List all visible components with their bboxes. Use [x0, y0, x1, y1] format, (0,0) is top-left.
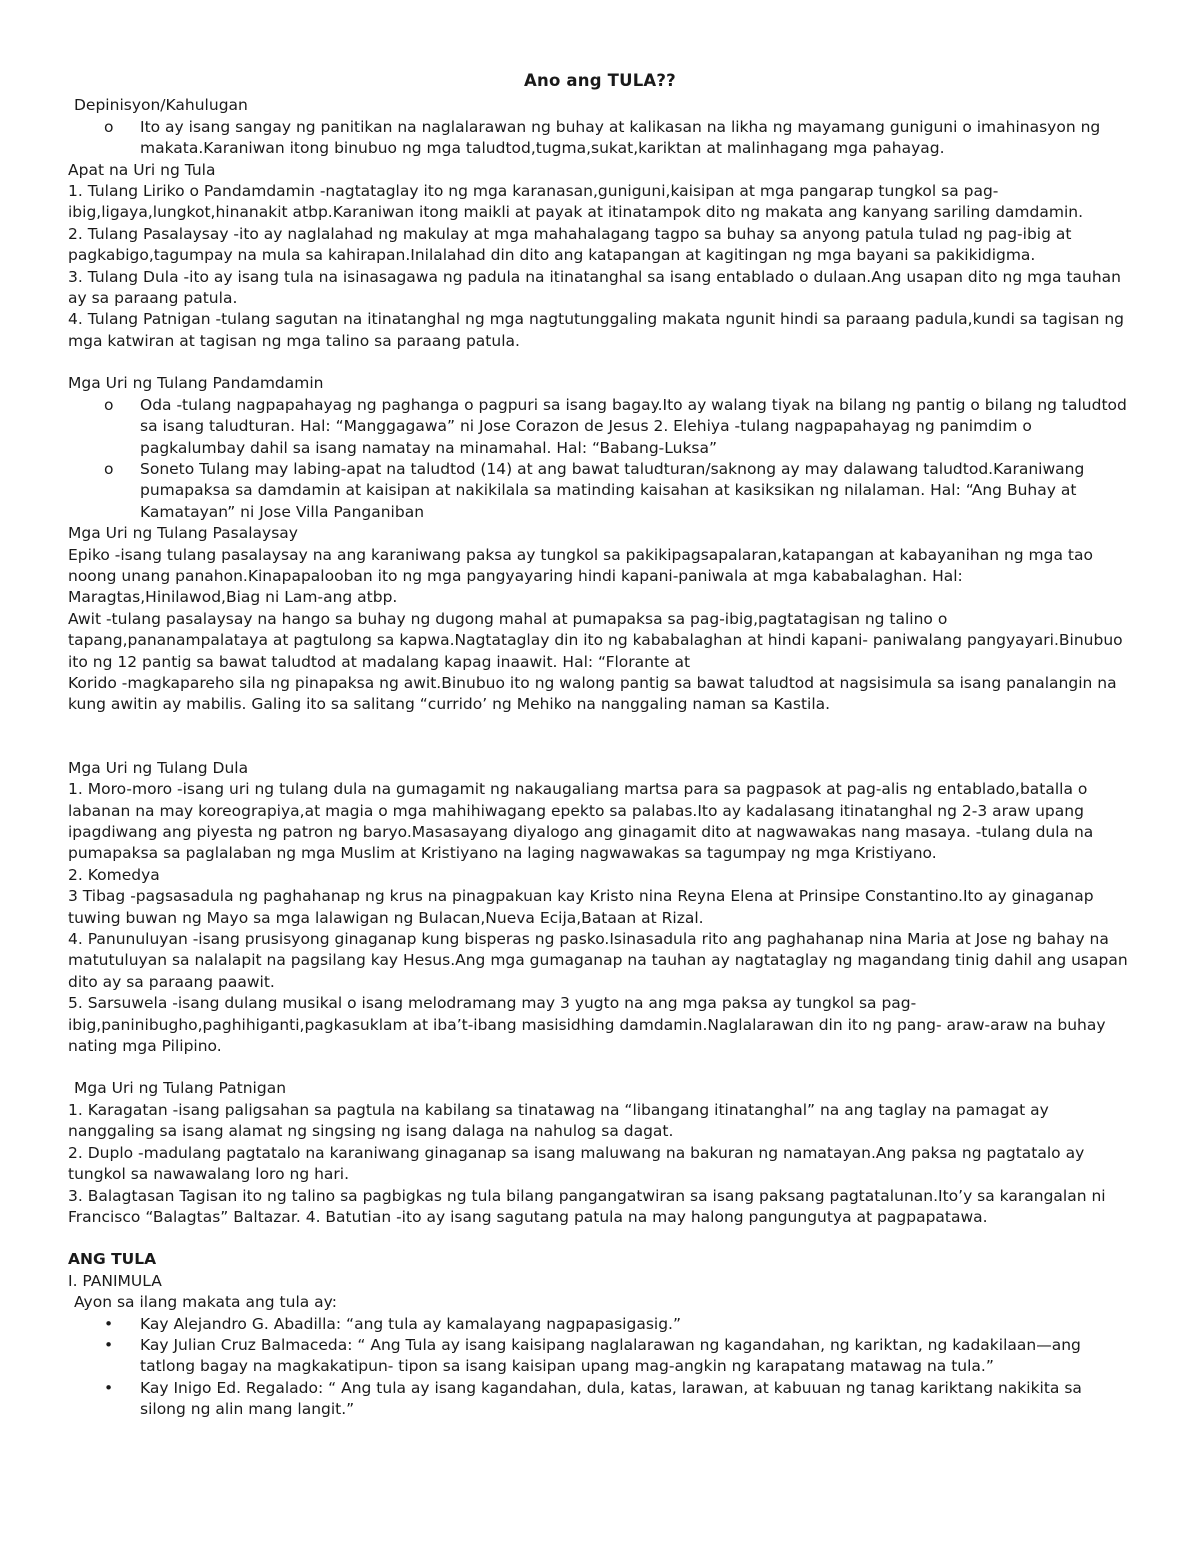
bullet-icon: • [104, 1314, 114, 1333]
pandamdamin-heading: Mga Uri ng Tulang Pandamdamin [68, 374, 324, 393]
paragraph: 4. Panunuluyan -isang prusisyong ginaganap kung bisperas ng pasko.Isinasadula rito ang paghahanap nina Maria at Jose ng bahay na matutuluyan sa nalalapit na pagsilang kay Hesus.Ang mga gumaganap na tauhan ay nagtataglay ng magandang tinig dahil ang usapan dito ay sa paraang paawit. [68, 930, 1128, 991]
list-item: o Soneto Tulang may labing-apat na taludtod (14) at ang bawat taludturan/saknong ay may dalawang taludtod.Karaniwang pumapaksa sa damdamin at kaisipan at nakikilala sa matinding kaisahan at kasiksikan ng nilalaman. Hal: “Ang Buhay at Kamatayan” ni Jose Villa Panganiban [104, 459, 1085, 521]
bullet-icon: • [104, 1378, 114, 1397]
spacer [68, 1228, 1132, 1249]
intro-text: Ayon sa ilang makata ang tula ay: [74, 1293, 337, 1312]
paragraph: 3 Tibag -pagsasadula ng paghahanap ng krus na pinagpakuan kay Kristo nina Reyna Elena at Prinsipe Constantino.Ito ay ginaganap tuwing buwan ng Mayo sa mga lalawigan ng Bulacan,Nueva Ecija,Bataan at Rizal. [68, 887, 1094, 927]
patnigan-heading: Mga Uri ng Tulang Patnigan [74, 1079, 287, 1098]
paragraph: 2. Duplo -madulang pagtatalo na karaniwang ginaganap sa isang maluwang na bakuran ng namatayan.Ang paksa ng pagtatalo ay tungkol sa nawawalang loro ng hari. [68, 1143, 1085, 1184]
paragraph: Korido -magkapareho sila ng pinapaksa ng awit.Binubuo ito ng walong pantig sa bawat taludtod at nagsisimula sa isang panalangin na kung awitin ay mabilis. Galing ito sa salitang “currido’ ng Mehiko na nanggaling naman sa Kastila. [68, 673, 1117, 714]
panimula-heading: I. PANIMULA [68, 1271, 162, 1290]
definition-heading: Depinisyon/Kahulugan [74, 96, 248, 115]
makata-list [68, 1314, 1132, 1421]
list-item: • Kay Julian Cruz Balmaceda: “ Ang Tula ay isang kaisipang naglalarawan ng kagandahan, ng kariktan, ng kadakilaan—ang tatlong bagay na magkakatipun- tipon sa isang kaisipan upang mag-angkin ng karapatang matawag na tula.” [104, 1335, 1081, 1376]
circle-bullet-icon: o [104, 459, 114, 478]
paragraph: 1. Tulang Liriko o Pandamdamin -nagtataglay ito ng mga karanasan,guniguni,kaisipan at mga pangarap tungkol sa pag-ibig,ligaya,lungkot,hinanakit atbp.Karaniwan itong maikli at payak at itinatampok dito ng makata ang kanyang sariling damdamin. [68, 182, 1084, 222]
paragraph: 1. Karagatan -isang paligsahan sa pagtula na kabilang sa tinatawag na “libangang itinatanghal” na ang taglay na pamagat ay nanggaling sa isang alamat ng singsing ng isang dalaga na nahulog sa dagat. [68, 1100, 1049, 1141]
paragraph: 3. Tulang Dula -ito ay isang tula na isinasagawa ng padula na itinatanghal sa isang entablado o dulaan.Ang usapan dito ng mga tauhan ay sa paraang patula. [68, 267, 1122, 308]
spacer [68, 352, 1132, 373]
spacer [68, 1057, 1132, 1078]
circle-bullet-icon: o [104, 117, 114, 136]
pasalaysay-heading: Mga Uri ng Tulang Pasalaysay [68, 524, 298, 543]
paragraph: 2. Tulang Pasalaysay -ito ay naglalahad ng makulay at mga mahahalagang tagpo sa buhay sa anyong patula tulad ng pag-ibig at pagkabigo,tagumpay na mula sa kahirapan.Inilalahad din dito ang katapangan at kagitingan ng mga bayani sa pakikidigma. [68, 224, 1072, 265]
bullet-icon: • [104, 1335, 114, 1354]
apat-heading: Apat na Uri ng Tula [68, 160, 216, 179]
list-item: o Oda -tulang nagpapahayag ng paghanga o pagpuri sa isang bagay.Ito ay walang tiyak na bilang ng pantig o bilang ng taludtod sa isang taludturan. Hal: “Manggagawa” ni Jose Corazon de Jesus 2. Elehiya -tulang nagpapahayag ng panimdim o pagkalumbay dahil sa isang namatay na minamahal. Hal: “Babang-Luksa” [104, 395, 1127, 457]
list-item: • Kay Alejandro G. Abadilla: “ang tula ay kamalayang nagpapasigasig.” [68, 1314, 1132, 1335]
paragraph: 4. Tulang Patnigan -tulang sagutan na itinatanghal ng mga nagtutunggaling makata ngunit hindi sa paraang padula,kundi sa tagisan ng mga katwiran at tagisan ng mga talino sa paraang patula. [68, 310, 1125, 350]
page-title: Ano ang TULA?? [524, 71, 676, 90]
paragraph: 3. Balagtasan Tagisan ito ng talino sa pagbigkas ng tula bilang pangangatwiran sa isang paksang pagtatalunan.Ito’y sa karangalan ni Francisco “Balagtas” Baltazar. 4. Batutian -ito ay isang sagutang patula na may halong pangungutya at pagpapatawa. [68, 1186, 1106, 1226]
pandamdamin-list [68, 395, 1132, 523]
document-page [68, 70, 1132, 1421]
dula-heading: Mga Uri ng Tulang Dula [68, 758, 249, 777]
ang-tula-heading: ANG TULA [68, 1250, 157, 1269]
list-item: • Kay Inigo Ed. Regalado: “ Ang tula ay isang kagandahan, dula, katas, larawan, at kabuuan ng tanag kariktang nakikita sa silong ng alin mang langit.” [104, 1378, 1082, 1419]
paragraph: 5. Sarsuwela -isang dulang musikal o isang melodramang may 3 yugto na ang mga paksa ay tungkol sa pag-ibig,paninibugho,paghihiganti,pagkasuklam at iba’t-ibang masisidhing damdamin.Naglalarawan din ito ng pang- araw-araw na buhay nating mga Pilipino. [68, 994, 1106, 1056]
paragraph: 1. Moro-moro -isang uri ng tulang dula na gumagamit ng nakaugaliang martsa para sa pagpasok at pag-alis ng entablado,batalla o labanan na may koreograpiya,at magia o mga mahihiwagang epekto sa palabas.Ito ay kadalasang itinatanghal ng 2-3 araw upang ipagdiwang ang piyesta ng patron ng baryo.Masasayang diyalogo ang ginagamit dito at nagwawakas nang masaya. -tulang dula na pumapaksa sa paglalaban ng mga Muslim at Kristiyano na laging nagwawakas sa tagumpay ng mga Kristiyano. [68, 780, 1094, 863]
circle-bullet-icon: o [104, 395, 114, 414]
paragraph: Awit -tulang pasalaysay na hango sa buhay ng dugong mahal at pumapaksa sa pag-ibig,pagtatagisan ng talino o tapang,pananampalataya at pagtulong sa kapwa.Nagtataglay din ito ng kababalaghan at hindi kapani- paniwalang pangyayari.Binubuo ito ng 12 pantig sa bawat taludtod at madalang kapag inaawit. Hal: “Florante at [68, 609, 1123, 671]
list-item: o Ito ay isang sangay ng panitikan na naglalarawan ng buhay at kalikasan na likha ng mayamang guniguni o imahinasyon ng makata.Karaniwan itong binubuo ng mga taludtod,tugma,sukat,kariktan at malinhagang mga pahayag. [104, 117, 1101, 158]
spacer [68, 716, 1132, 758]
paragraph: 2. Komedya [68, 865, 160, 884]
paragraph: Epiko -isang tulang pasalaysay na ang karaniwang paksa ay tungkol sa pakikipagsapalaran,katapangan at kabayanihan ng mga tao noong unang panahon.Kinapapalooban ito ng mga pangyayaring hindi kapani-paniwala at mga kababalaghan. Hal: Maragtas,Hinilawod,Biag ni Lam-ang atbp. [68, 545, 1093, 607]
definition-list [68, 117, 1132, 160]
